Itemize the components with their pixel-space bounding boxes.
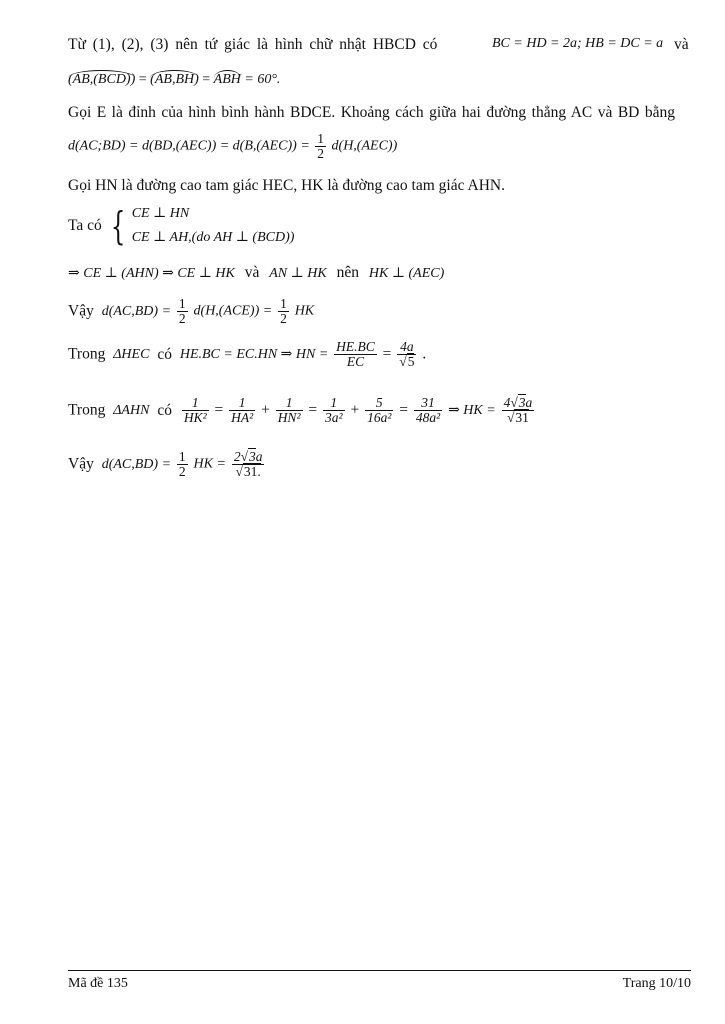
footer-rule <box>68 970 691 971</box>
line-11: Vậy d(AC,BD) = $\frac{1}{2}$ HK = $\frac{2√3a}{√31.}$ <box>68 449 263 480</box>
line-1-math: BC = HD = 2a; HB = DC = a <box>492 36 664 51</box>
line-9: Trong ΔHEC có HE.BC = EC.HN ⇒ HN = $\frac{HE.BC}{EC}$ = $\frac{4a}{√5}$ . <box>68 339 427 370</box>
fraction-final-result: $\frac{2√3a}{√31.}$ <box>233 449 263 480</box>
line-3 <box>68 104 675 122</box>
line-1 <box>68 36 691 54</box>
ta-co-label: Ta có <box>68 217 102 234</box>
line-1-end: và <box>674 36 689 53</box>
fraction-hk-result: $\frac{4√3a}{√31}$ <box>503 395 533 426</box>
fraction-hebc-ec: $\frac{HE.BC}{EC}$ <box>336 339 375 370</box>
line-1-text: Từ (1), (2), (3) nên tứ giác là hình chữ nhật HBCD có <box>68 36 438 53</box>
fraction-half: $\frac{1}{2}$ <box>178 296 186 327</box>
line-8: Vậy d(AC,BD) = $\frac{1}{2}$ d(H,(ACE)) = $\frac{1}{2}$ HK <box>68 296 315 327</box>
line-7: ⇒ CE ⊥ (AHN) ⇒ CE ⊥ HK và AN ⊥ HK nên HK ⊥ (AEC) <box>68 264 445 281</box>
line-6 <box>68 202 294 250</box>
footer-page-number: Trang 10/10 <box>622 976 691 991</box>
angle-ab-bcd: (AB,(BCD)) <box>68 72 136 87</box>
line-3-text: Gọi E là đỉnh của hình bình hành BDCE. Khoảng cách giữa hai đường thẳng AC và BD bằng <box>68 104 675 121</box>
footer-exam-code: Mã đề 135 <box>68 976 128 991</box>
angle-value: = 60°. <box>244 72 281 87</box>
distance-h-aec: d(H,(AEC)) <box>331 138 398 154</box>
page-content <box>68 0 691 1024</box>
line-5-text: Gọi HN là đường cao tam giác HEC, HK là đường cao tam giác AHN. <box>68 177 505 194</box>
fraction-half: $\frac{1}{2}$ <box>317 131 325 162</box>
angle-ab-bh: (AB,BH) <box>150 72 199 87</box>
fraction-4a-root5: $\frac{4a}{√5}$ <box>399 339 415 370</box>
line-2: (AB,(BCD)) = (AB,BH) = ABH = 60°. <box>68 72 281 87</box>
line-5 <box>68 177 505 195</box>
line-4 <box>68 132 397 161</box>
angle-abh: ABH <box>213 72 241 87</box>
fraction-half: $\frac{1}{2}$ <box>280 296 287 327</box>
fraction-half: $\frac{1}{2}$ <box>178 449 186 480</box>
equation-system: CE ⊥ HN CE ⊥ AH,(do AH ⊥ (BCD)) <box>131 206 295 245</box>
system-brace: { <box>110 204 126 248</box>
distance-chain: d(AC;BD) = d(BD,(AEC)) = d(B,(AEC)) = <box>68 138 310 154</box>
line-10: Trong ΔAHN có $\frac{1}{\text{HK²}}$ = $\frac{1}{\text{HA²}}$ + $\frac{1}{\text{HN²}}$ = $\frac{1}{\text{3a²}}$ + $\frac{5}{\text{16a²}}$ = $\frac{31}{\text{48a²}}$ ⇒ HK = $\frac{4√3a}{√31}$ <box>68 395 533 426</box>
